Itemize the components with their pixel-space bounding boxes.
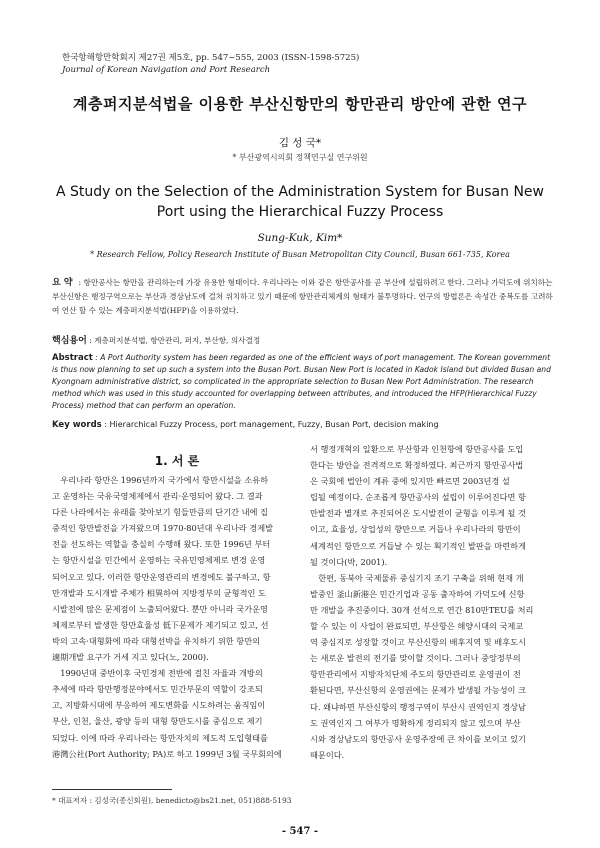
body-text-line: 체제로부터 발생한 항만효율성 低下문제가 제기되고 있고, 선 <box>52 619 269 630</box>
keywords-korean-label: 핵심용어 <box>52 336 87 346</box>
body-text-line: 이고, 효율성, 상업성의 향만으로 거듭나 우리나라의 항만이 <box>310 524 521 535</box>
author-english: Sung-Kuk, Kim* <box>257 232 343 244</box>
body-text-line: 발중인 釜山新港은 민간기업과 공동 출자하여 가덕도에 신항 <box>310 588 525 599</box>
footnote-divider <box>52 789 172 790</box>
affiliation-korean: * 부산광역시의회 정책연구실 연구위원 <box>232 153 368 162</box>
title-english: A Study on the Selection of the Administration System for Busan New Port using the Hierarchical Fuzzy Process <box>55 184 544 220</box>
body-text-line: 전을 선도하는 역할을 충실히 수행해 왔다. 또한 1996년 부터 <box>52 539 271 550</box>
keywords-english <box>52 420 558 430</box>
body-text-line: 되어오고 있다. 이러한 항만운영관리의 변경에도 불구하고, 항 <box>52 571 271 582</box>
body-text-line: 다른 나라에서는 유래를 찾아보기 힘들만큼의 단기간 내에 집 <box>52 507 268 518</box>
footnote: * 대표저자 : 김성국(종신회원), benedicto@bs21.net, 051)888-5193 <box>52 796 292 805</box>
body-text-line: 추세에 따라 항만행정분야에서도 민간부문의 역할이 강조되 <box>52 684 263 695</box>
journal-name-en: Journal of Korean Navigation and Port Research <box>62 65 271 75</box>
body-text-line: 는 새로운 발전의 전기를 맞이할 것이다. 그러나 중앙정부의 <box>310 653 521 664</box>
abstract-english <box>52 352 558 412</box>
abstract-korean-text: : 항만공사는 항만을 관리하는데 가장 유용한 형태이다. 우리나라는 이와 같은 항만공사를 곧 부산에 설립하려고 한다. 그러나 가덕도에 위치하는 부산신항은 행정구역으로는 부산과 경상남도에 걸쳐 위치하고 있기 때문에 항만관리체계의 형태가 불투명하다. 연구의 방법론은 속성간 중복도를 고려하여 연산 할 수 있는 계층퍼지분석법(HFP)을 이용하였다. <box>52 278 553 315</box>
body-text-line: 때문이다. <box>310 749 345 760</box>
body-text-line: 다. 왜냐하면 부산신항의 행정구역이 부산시 권역인지 경상남 <box>310 701 526 712</box>
body-text-line: 만개발과 도시개발 주체가 相異하여 지방정부의 균형적인 도 <box>52 587 266 598</box>
author-korean: 김 성 국* <box>278 137 322 149</box>
body-left-column <box>52 472 302 762</box>
abstract-english-label: Abstract <box>52 353 93 363</box>
body-text-line: 박의 고속·대형화에 따라 대형선박을 유치하기 위한 항만의 <box>52 635 261 646</box>
body-text-line: 될 것이다(박, 2001). <box>310 556 388 567</box>
body-text-line: 1990년대 중반이후 국민경제 전반에 걸친 자율과 개방의 <box>60 668 263 679</box>
body-text-line: 港灣公社(Port Authority; PA)로 하고 1999년 3월 국무회의에 <box>52 748 282 759</box>
abstract-korean-label: 요 약 <box>52 278 73 288</box>
keywords-korean <box>52 333 558 346</box>
title-korean: 계층퍼지분석법을 이용한 부산신항만의 항만관리 방안에 관한 연구 <box>72 95 528 113</box>
body-text-line: 부산, 인천, 울산, 광양 등의 대형 항만도시를 중심으로 제기 <box>52 716 263 727</box>
body-text-line: 되었다. 이에 따라 우리나라는 항만자치의 제도적 도입형태를 <box>52 732 268 743</box>
body-text-line: 시발전에 많은 문제점이 노출되어왔다. 뿐만 아니라 국가운영 <box>52 603 268 614</box>
page-number: - 547 - <box>281 826 319 837</box>
body-text-line: 항만관리에서 지방자치단체 주도의 항만관리로 운영권이 전 <box>310 669 521 680</box>
body-text-line: 립될 예정이다. 순조롭게 항만공사의 설립이 이루어진다면 항 <box>310 492 526 503</box>
affiliation-english: * Research Fellow, Policy Research Institute of Busan Metropolitan City Council, Busan 661-735, Korea <box>90 250 510 259</box>
body-right-column <box>310 441 560 763</box>
body-text-line: 시와 경상남도의 항만공사 운영주장에 큰 차이를 보이고 있기 <box>310 733 526 744</box>
body-text-line: 은 국회에 법안이 계류 중에 있지만 빠르면 2003년경 설 <box>310 476 510 487</box>
body-text-line: 환된다면, 부산신항의 운영권에는 문제가 발생될 가능성이 크 <box>310 685 526 696</box>
body-text-line: 우리나라 항만은 1996년까지 국가에서 항만시설을 소유하 <box>60 475 269 485</box>
body-text-line: 서 행정개혁의 일환으로 부산항과 인천항에 항만공사를 도입 <box>310 444 524 454</box>
body-text-line: 중적인 항만발전을 가져왔으며 1970-80년대 우리나라 경제발 <box>52 523 274 534</box>
section-heading-introduction: 1. 서 론 <box>154 454 200 468</box>
body-text-line: 고, 지방화시대에 부응하여 제도변화를 시도하려는 움직임이 <box>52 700 266 711</box>
body-text-line: 세계적인 항만으로 거듭날 수 있는 획기적인 발판을 마련하게 <box>310 540 526 551</box>
body-text-line: 도 권역인지 그 여부가 명확하게 정리되지 않고 있으며 부산 <box>310 717 521 728</box>
keywords-korean-text: : 계층퍼지분석법, 항만관리, 퍼지, 부산항, 의사결정 <box>89 336 261 345</box>
keywords-english-text: : Hierarchical Fuzzy Process, port management, Fuzzy, Busan Port, decision making <box>104 420 439 429</box>
body-text-line: 한다는 방안을 전격적으로 확정하였다. 최근까지 항만공사법 <box>310 460 524 471</box>
body-text-line: 역 중심지로 성장할 것이고 부산신항의 배후지역 및 배후도시 <box>310 637 526 648</box>
body-text-line: 는 항만시설을 민간에서 운영하는 국유민영체제로 변경 운영 <box>52 555 266 566</box>
body-text-line: 만 개발을 추진중이다. 30개 선석으로 연간 810만TEU를 처리 <box>310 604 534 615</box>
abstract-english-text: : A Port Authority system has been regarded as one of the efficient ways of port management. The Korean government is thus now planning to set up such a system into the Busan Port. Busan New Port is located in Kadok Island but divided Busan and Kyongnam administrative district, so complicated in the appropriate selection to Busan New Port Administration. The research method which was used in this study accounted for overlapping between attributes, and introduced the HFP(Hierarchical Fuzzy Process) method that can perform an operation. <box>52 353 551 410</box>
body-text-line: 한편, 동북아 국제물류 중심기지 조기 구축을 위해 현재 개 <box>318 572 524 583</box>
abstract-korean <box>52 276 558 318</box>
body-text-line: 適期개발 요구가 거세 지고 있다(노, 2000). <box>52 652 209 663</box>
body-text-line: 만발전과 별개로 추진되어온 도시발전이 균형을 이루게 될 것 <box>310 508 526 519</box>
keywords-english-label: Key words <box>52 420 102 430</box>
journal-citation: 한국항해항만학회지 제27권 제5호, pp. 547~555, 2003 (ISSN-1598-5725) <box>62 53 360 63</box>
body-text-line: 할 수 있는 이 사업이 완료되면, 부산항은 해양시대의 국제교 <box>310 621 524 632</box>
journal-header <box>62 52 359 76</box>
body-text-line: 고 운영하는 국유국영체제에서 관리·운영되어 왔다. 그 결과 <box>52 491 263 502</box>
